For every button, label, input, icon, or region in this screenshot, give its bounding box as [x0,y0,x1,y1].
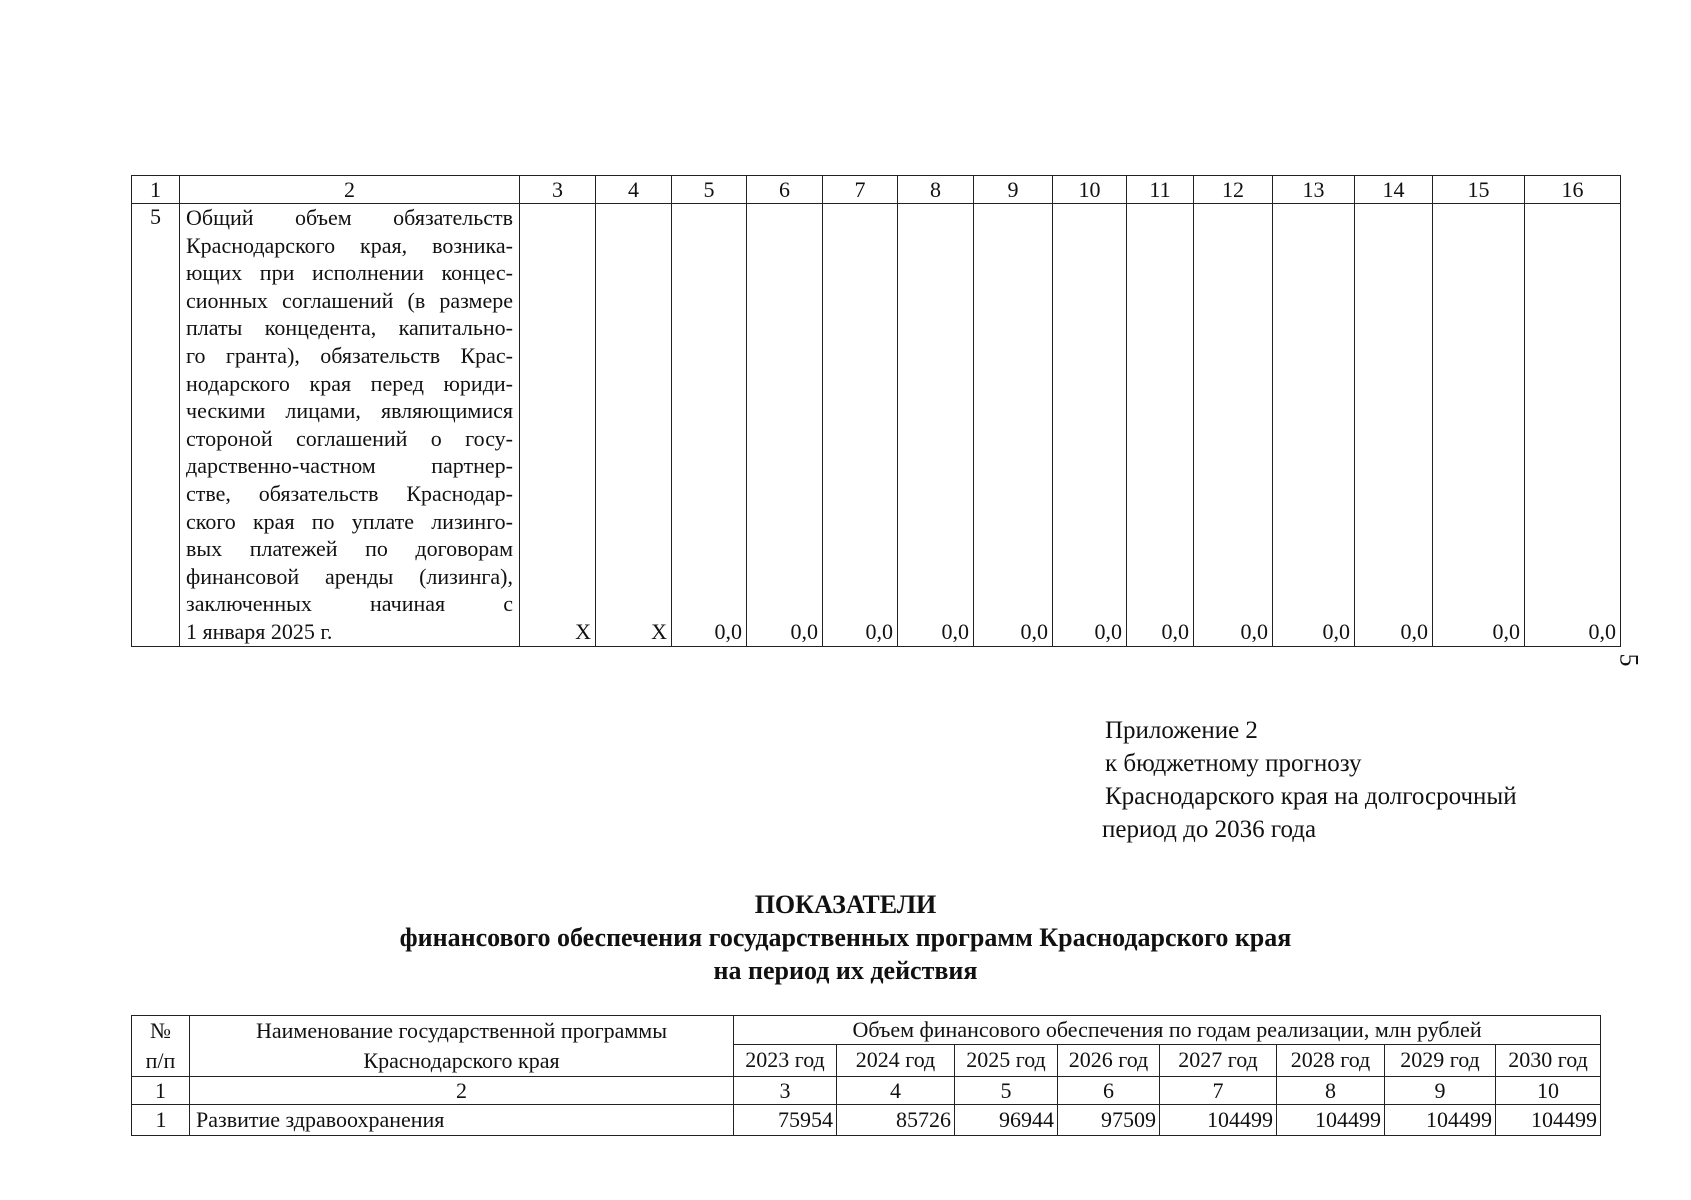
table-row [132,204,1621,647]
value-cell: 0,0 [1355,204,1433,647]
column-number-cell: 12 [1194,176,1273,204]
annex-line: Приложение 2 [1105,717,1258,744]
description-line: стороной соглашений о госу- [186,425,513,451]
header-text: № [150,1018,171,1043]
column-number-cell: 7 [823,176,898,204]
value-cell: 0,0 [1273,204,1355,647]
year-header: 2030 год [1496,1044,1601,1076]
year-header: 2028 год [1277,1044,1385,1076]
program-name-column-header [190,1016,734,1077]
header-text: Краснодарского края [363,1048,560,1073]
funding-group-header: Объем финансового обеспечения по годам реализации, млн рублей [734,1016,1601,1045]
column-number-cell: 15 [1433,176,1525,204]
description-line: нодарского края перед юриди- [186,370,513,396]
title-line-3: на период их действия [713,956,978,985]
description-line: платы концедента, капитально- [186,315,513,341]
year-header: 2027 год [1160,1044,1277,1076]
column-number-cell: 3 [520,176,596,204]
title-line-1: ПОКАЗАТЕЛИ [754,890,937,919]
column-number-cell: 2 [180,176,520,204]
description-line: заключенных начиная с [186,591,513,617]
description-line: Общий объем обязательств [186,205,513,230]
indicator-description [180,204,520,647]
value-cell: X [596,204,672,647]
year-header: 2024 год [837,1044,955,1076]
year-header: 2026 год [1058,1044,1160,1076]
description-line: го гранта), обязательств Крас- [186,342,513,368]
value-cell: 85726 [837,1105,955,1136]
value-cell: 104499 [1385,1105,1496,1136]
description-line: вых платежей по договорам [186,536,513,562]
column-number-cell: 8 [1277,1077,1385,1105]
value-cell: 0,0 [1194,204,1273,647]
document-title [0,888,1691,987]
row-number: 5 [132,204,180,647]
value-cell: 104499 [1277,1105,1385,1136]
description-line: ческими лицами, являющимися [186,398,513,424]
annex-note [1102,714,1517,846]
value-cell: 104499 [1496,1105,1601,1136]
value-cell: 97509 [1058,1105,1160,1136]
year-header: 2029 год [1385,1044,1496,1076]
value-cell: 0,0 [1053,204,1127,647]
column-number-cell: 11 [1127,176,1194,204]
column-number-cell: 6 [1058,1077,1160,1105]
description-line: 1 января 2025 г. [186,618,333,644]
column-number-cell: 10 [1496,1077,1601,1105]
annex-line: период до 2036 года [1102,816,1317,843]
description-line: ющих при исполнении концес- [186,260,513,286]
column-number-row [132,176,1621,204]
header-text: Наименование государственной программы [255,1018,668,1043]
column-number-cell: 2 [190,1077,734,1105]
annex-line: к бюджетному прогнозу [1105,750,1362,777]
description-line: ского края по уплате лизинго- [186,508,513,534]
column-number-cell: 1 [132,1077,190,1105]
column-number-cell: 6 [747,176,823,204]
column-number-cell: 8 [898,176,974,204]
description-line: сионных соглашений (в размере [186,287,513,313]
column-number-cell: 3 [734,1077,837,1105]
year-header: 2023 год [734,1044,837,1076]
value-cell: 0,0 [1127,204,1194,647]
description-line: Краснодарского края, возника- [186,232,513,258]
column-number-cell: 7 [1160,1077,1277,1105]
column-number-cell: 5 [955,1077,1058,1105]
table-row [132,1105,1601,1136]
value-cell: 0,0 [747,204,823,647]
column-number-cell: 1 [132,176,180,204]
column-number-cell: 10 [1053,176,1127,204]
value-cell: 0,0 [1433,204,1525,647]
value-cell: 0,0 [898,204,974,647]
value-cell: 104499 [1160,1105,1277,1136]
row-number: 1 [132,1105,190,1136]
value-cell: X [520,204,596,647]
number-column-header [132,1016,190,1077]
annex-line: Краснодарского края на долгосрочный [1105,783,1517,810]
year-header: 2025 год [955,1044,1058,1076]
description-line: финансовой аренды (лизинга), [186,563,513,589]
description-line: стве, обязательств Краснодар- [186,480,513,506]
column-number-cell: 9 [974,176,1053,204]
financing-table [131,1015,1601,1136]
column-number-cell: 14 [1355,176,1433,204]
value-cell: 0,0 [1525,204,1621,647]
description-line: дарственно-частном партнер- [186,453,513,479]
program-name: Развитие здравоохранения [190,1105,734,1136]
column-number-cell: 5 [672,176,747,204]
column-number-cell: 13 [1273,176,1355,204]
value-cell: 96944 [955,1105,1058,1136]
continued-indicators-table [131,175,1621,647]
title-line-2: финансового обеспечения государственных программ Краснодарского края [399,923,1292,952]
column-number-cell: 9 [1385,1077,1496,1105]
column-number-cell: 4 [837,1077,955,1105]
column-number-cell: 16 [1525,176,1621,204]
header-text: п/п [145,1048,176,1073]
value-cell: 0,0 [672,204,747,647]
column-number-row [132,1077,1601,1105]
value-cell: 75954 [734,1105,837,1136]
value-cell: 0,0 [974,204,1053,647]
value-cell: 0,0 [823,204,898,647]
page-number: 5 [1614,653,1644,667]
header-row [132,1016,1601,1045]
column-number-cell: 4 [596,176,672,204]
